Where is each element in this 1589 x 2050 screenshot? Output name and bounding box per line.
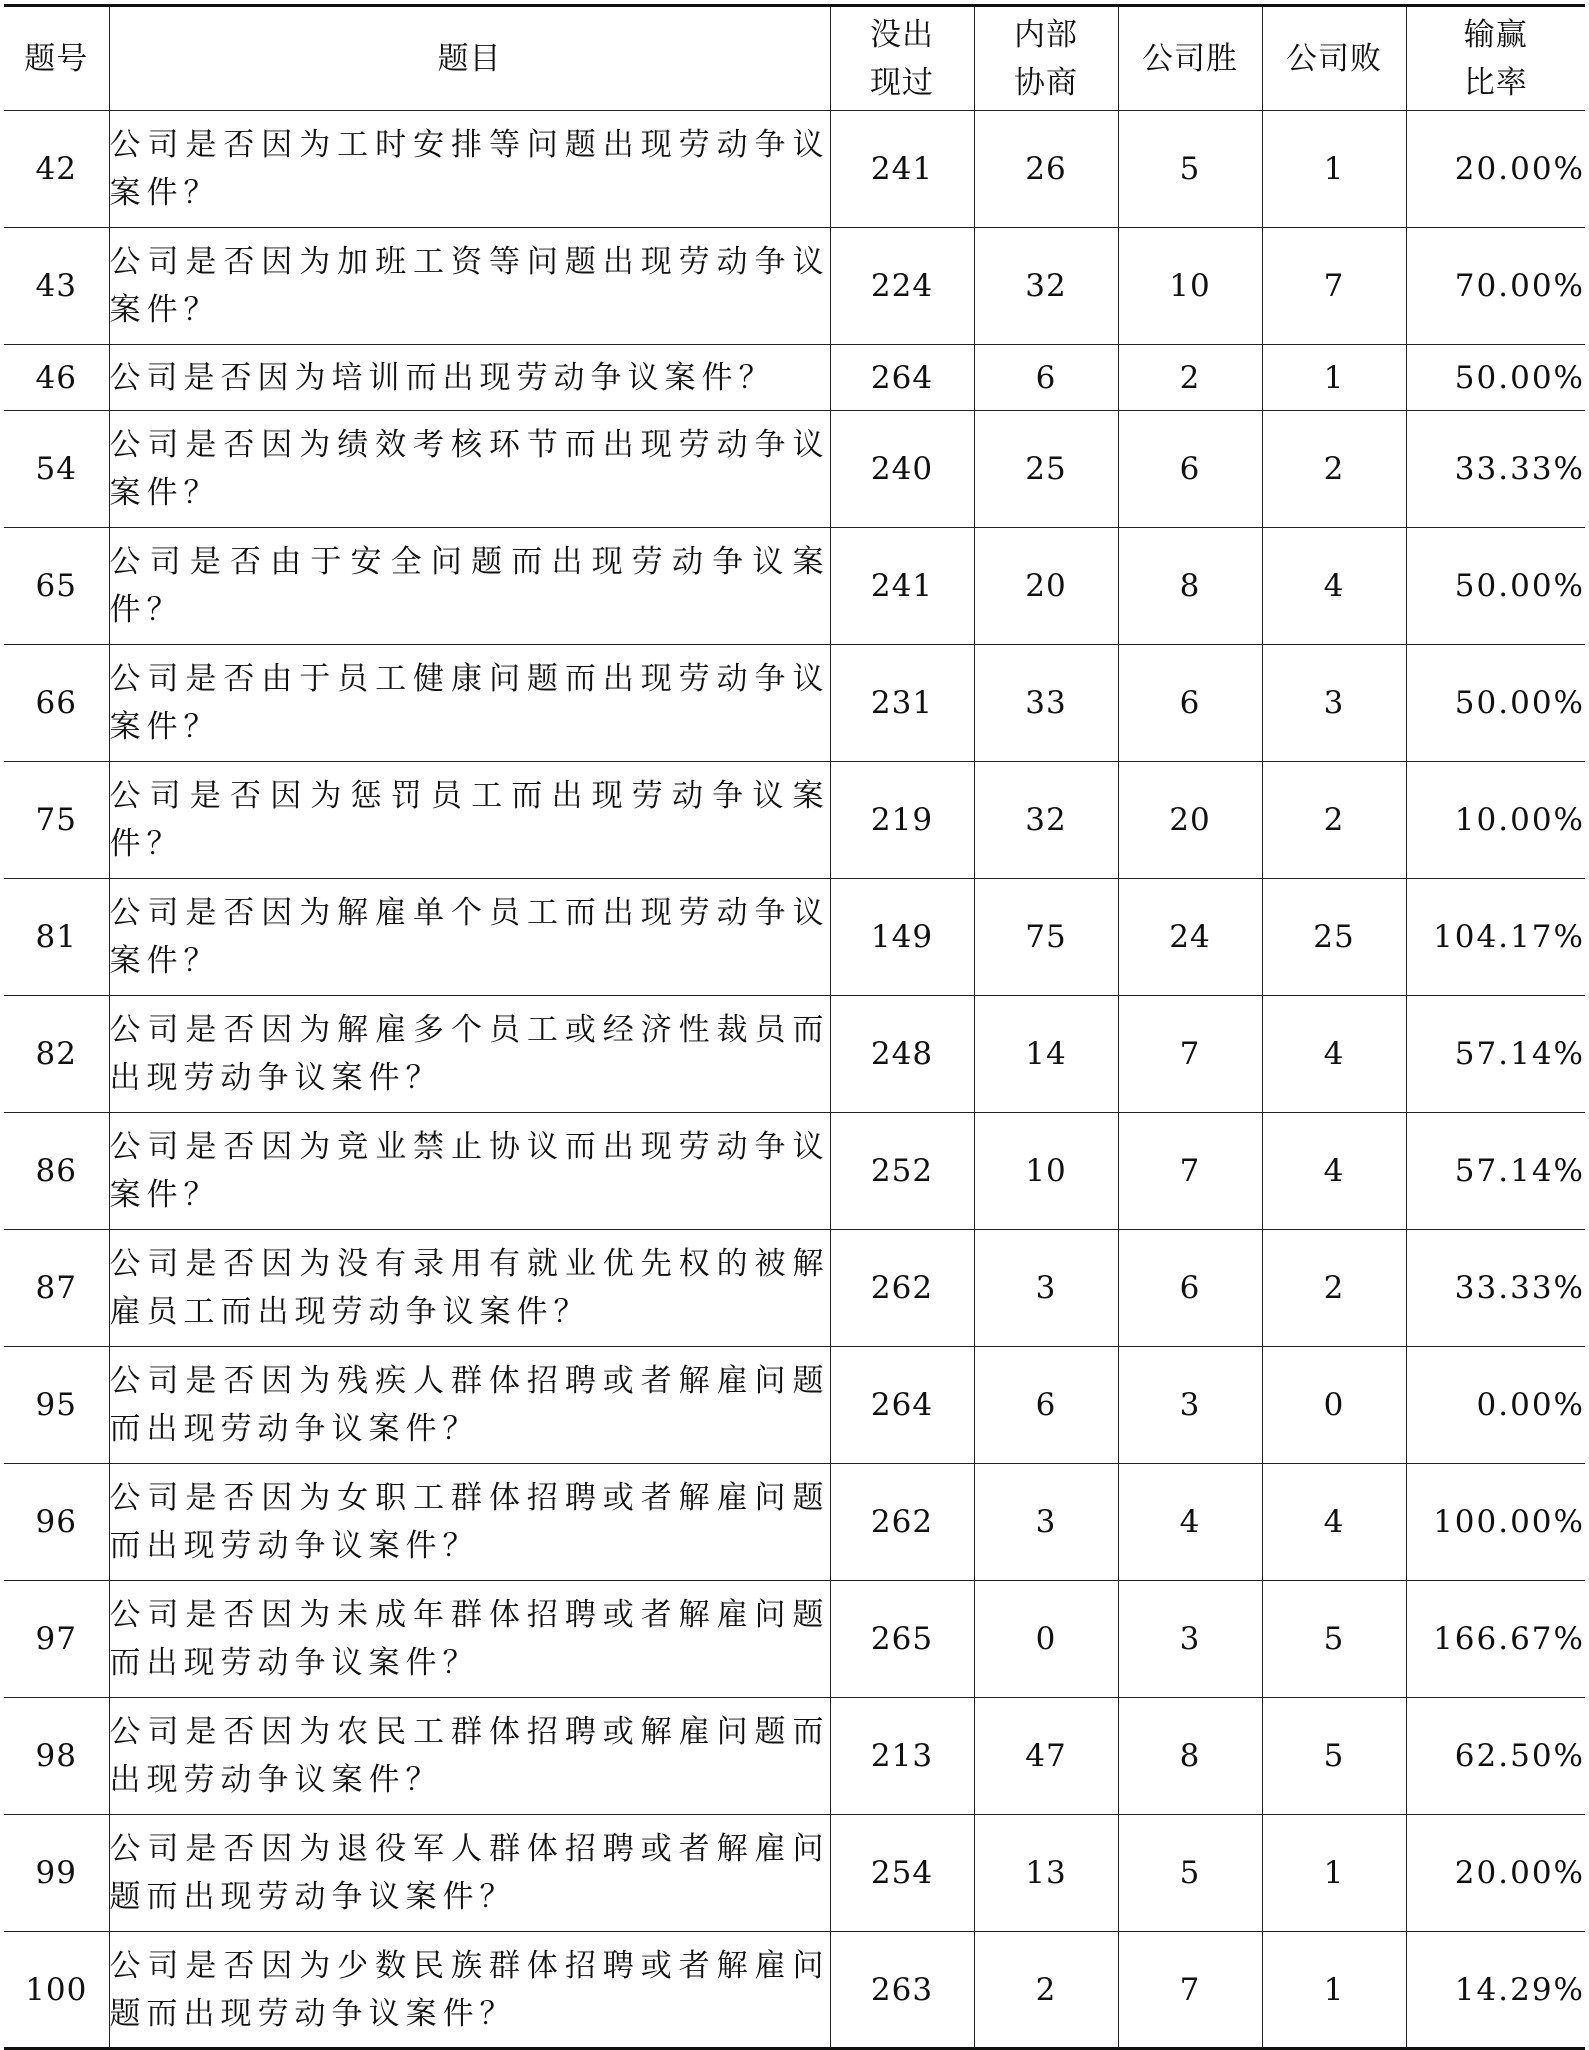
cell-id: 75 [4,762,109,879]
table-row [4,1464,1585,1581]
cell-ratio: 50.00% [1406,528,1585,645]
table-row [4,1815,1585,1932]
cell-internal: 14 [974,996,1118,1113]
cell-win: 5 [1118,111,1262,228]
header-ratio-line2: 比率 [1463,64,1528,101]
cell-topic: 公司是否因为工时安排等问题出现劳动争议案件？ [109,111,830,228]
cell-never: 262 [830,1464,974,1581]
table-row [4,1230,1585,1347]
cell-topic: 公司是否因为解雇多个员工或经济性裁员而出现劳动争议案件？ [109,996,830,1113]
header-never-line2: 现过 [870,64,934,101]
cell-never: 240 [830,411,974,528]
cell-id: 43 [4,228,109,345]
cell-topic: 公司是否因为绩效考核环节而出现劳动争议案件？ [109,411,830,528]
labor-dispute-table [4,4,1585,2050]
header-ratio-line1: 输赢 [1463,16,1528,53]
cell-never: 241 [830,528,974,645]
cell-win: 20 [1118,762,1262,879]
cell-lose: 1 [1262,1932,1406,2049]
cell-internal: 6 [974,345,1118,411]
cell-win: 10 [1118,228,1262,345]
cell-ratio: 100.00% [1406,1464,1585,1581]
cell-ratio: 70.00% [1406,228,1585,345]
cell-topic: 公司是否因为女职工群体招聘或者解雇问题而出现劳动争议案件？ [109,1464,830,1581]
table-row [4,111,1585,228]
cell-id: 100 [4,1932,109,2049]
cell-ratio: 33.33% [1406,411,1585,528]
cell-never: 241 [830,111,974,228]
cell-id: 46 [4,345,109,411]
cell-internal: 25 [974,411,1118,528]
cell-id: 66 [4,645,109,762]
table-row [4,762,1585,879]
header-lose-label: 公司败 [1286,40,1382,77]
header-topic-label: 题目 [437,40,502,77]
cell-lose: 5 [1262,1581,1406,1698]
cell-win: 8 [1118,1698,1262,1815]
cell-topic: 公司是否因为退役军人群体招聘或者解雇问题而出现劳动争议案件？ [109,1815,830,1932]
table-body [4,111,1585,2049]
cell-lose: 0 [1262,1347,1406,1464]
cell-never: 263 [830,1932,974,2049]
table-row [4,345,1585,411]
cell-win: 4 [1118,1464,1262,1581]
cell-lose: 3 [1262,645,1406,762]
header-internal-negotiation [974,6,1118,111]
table-row [4,1581,1585,1698]
cell-never: 231 [830,645,974,762]
cell-lose: 5 [1262,1698,1406,1815]
cell-win: 2 [1118,345,1262,411]
cell-ratio: 14.29% [1406,1932,1585,2049]
cell-topic: 公司是否因为农民工群体招聘或解雇问题而出现劳动争议案件？ [109,1698,830,1815]
cell-lose: 4 [1262,996,1406,1113]
cell-ratio: 50.00% [1406,645,1585,762]
table-row [4,1113,1585,1230]
table-row [4,1347,1585,1464]
cell-internal: 6 [974,1347,1118,1464]
cell-never: 262 [830,1230,974,1347]
cell-never: 149 [830,879,974,996]
header-internal-line2: 协商 [1014,64,1078,101]
cell-never: 264 [830,345,974,411]
cell-ratio: 104.17% [1406,879,1585,996]
cell-internal: 3 [974,1464,1118,1581]
cell-topic: 公司是否因为竞业禁止协议而出现劳动争议案件？ [109,1113,830,1230]
header-win-loss-ratio [1406,6,1585,111]
cell-id: 98 [4,1698,109,1815]
cell-id: 99 [4,1815,109,1932]
table-row [4,528,1585,645]
cell-ratio: 166.67% [1406,1581,1585,1698]
header-company-win [1118,6,1262,111]
cell-topic: 公司是否因为培训而出现劳动争议案件？ [109,345,830,411]
table-row [4,645,1585,762]
cell-topic: 公司是否因为未成年群体招聘或者解雇问题而出现劳动争议案件？ [109,1581,830,1698]
cell-ratio: 62.50% [1406,1698,1585,1815]
header-internal-line1: 内部 [1014,16,1078,53]
cell-internal: 10 [974,1113,1118,1230]
cell-id: 96 [4,1464,109,1581]
cell-internal: 3 [974,1230,1118,1347]
cell-ratio: 20.00% [1406,1815,1585,1932]
cell-win: 6 [1118,645,1262,762]
cell-never: 224 [830,228,974,345]
table-row [4,879,1585,996]
cell-lose: 4 [1262,1113,1406,1230]
cell-lose: 2 [1262,762,1406,879]
table-row [4,1698,1585,1815]
cell-internal: 47 [974,1698,1118,1815]
cell-ratio: 33.33% [1406,1230,1585,1347]
cell-lose: 4 [1262,1464,1406,1581]
cell-topic: 公司是否因为惩罚员工而出现劳动争议案件？ [109,762,830,879]
cell-lose: 7 [1262,228,1406,345]
cell-ratio: 50.00% [1406,345,1585,411]
cell-lose: 1 [1262,111,1406,228]
cell-internal: 26 [974,111,1118,228]
cell-lose: 2 [1262,1230,1406,1347]
cell-topic: 公司是否因为解雇单个员工而出现劳动争议案件？ [109,879,830,996]
cell-ratio: 57.14% [1406,1113,1585,1230]
cell-internal: 32 [974,762,1118,879]
cell-internal: 75 [974,879,1118,996]
cell-ratio: 10.00% [1406,762,1585,879]
cell-win: 3 [1118,1347,1262,1464]
table-row [4,996,1585,1113]
cell-id: 42 [4,111,109,228]
cell-win: 24 [1118,879,1262,996]
table-row [4,1932,1585,2049]
cell-lose: 1 [1262,1815,1406,1932]
cell-internal: 20 [974,528,1118,645]
cell-id: 95 [4,1347,109,1464]
cell-ratio: 20.00% [1406,111,1585,228]
cell-id: 87 [4,1230,109,1347]
cell-never: 254 [830,1815,974,1932]
cell-win: 6 [1118,1230,1262,1347]
cell-ratio: 57.14% [1406,996,1585,1113]
cell-id: 54 [4,411,109,528]
cell-internal: 33 [974,645,1118,762]
cell-id: 82 [4,996,109,1113]
cell-lose: 4 [1262,528,1406,645]
header-id-label: 题号 [24,40,89,77]
cell-topic: 公司是否因为加班工资等问题出现劳动争议案件？ [109,228,830,345]
table-row [4,228,1585,345]
cell-topic: 公司是否因为没有录用有就业优先权的被解雇员工而出现劳动争议案件？ [109,1230,830,1347]
header-row [4,6,1585,111]
header-company-lose [1262,6,1406,111]
cell-never: 213 [830,1698,974,1815]
cell-win: 6 [1118,411,1262,528]
cell-topic: 公司是否由于员工健康问题而出现劳动争议案件？ [109,645,830,762]
table-row [4,411,1585,528]
cell-id: 86 [4,1113,109,1230]
cell-never: 248 [830,996,974,1113]
cell-internal: 0 [974,1581,1118,1698]
cell-id: 65 [4,528,109,645]
table-header [4,6,1585,111]
header-id [4,6,109,111]
cell-internal: 32 [974,228,1118,345]
cell-win: 8 [1118,528,1262,645]
cell-never: 264 [830,1347,974,1464]
cell-topic: 公司是否由于安全问题而出现劳动争议案件？ [109,528,830,645]
cell-win: 3 [1118,1581,1262,1698]
cell-never: 265 [830,1581,974,1698]
cell-win: 7 [1118,1932,1262,2049]
cell-internal: 2 [974,1932,1118,2049]
cell-id: 81 [4,879,109,996]
header-never-occurred [830,6,974,111]
cell-topic: 公司是否因为残疾人群体招聘或者解雇问题而出现劳动争议案件？ [109,1347,830,1464]
cell-lose: 25 [1262,879,1406,996]
cell-never: 252 [830,1113,974,1230]
cell-ratio: 0.00% [1406,1347,1585,1464]
cell-id: 97 [4,1581,109,1698]
header-topic [109,6,830,111]
cell-topic: 公司是否因为少数民族群体招聘或者解雇问题而出现劳动争议案件？ [109,1932,830,2049]
cell-win: 5 [1118,1815,1262,1932]
cell-never: 219 [830,762,974,879]
cell-win: 7 [1118,996,1262,1113]
header-never-line1: 没出 [870,16,934,53]
cell-lose: 1 [1262,345,1406,411]
cell-win: 7 [1118,1113,1262,1230]
cell-internal: 13 [974,1815,1118,1932]
cell-lose: 2 [1262,411,1406,528]
header-win-label: 公司胜 [1142,40,1238,77]
